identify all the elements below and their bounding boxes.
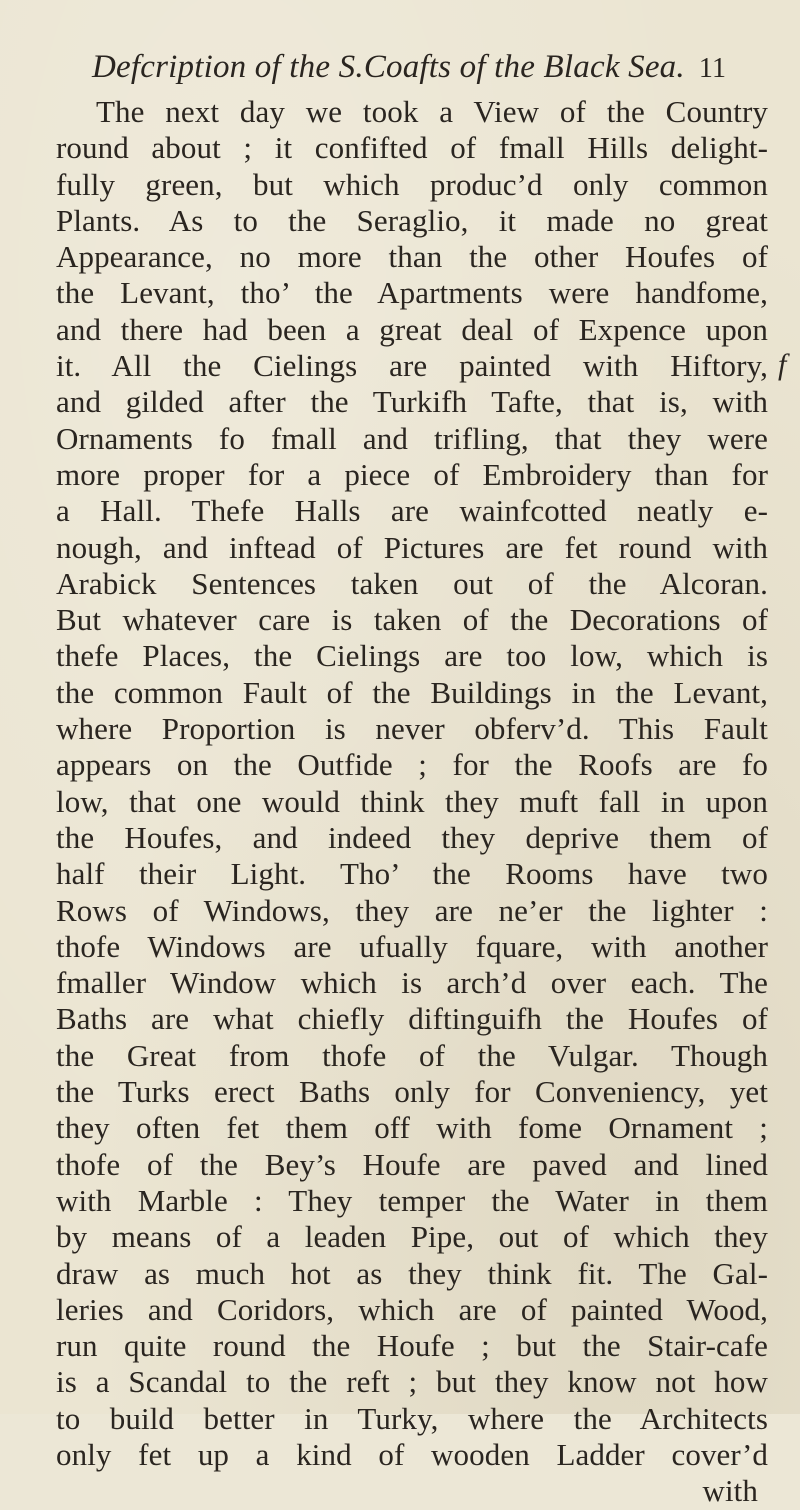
catchword: with [702,1473,758,1509]
text-line: more proper for a piece of Embroidery than for [56,456,768,492]
text-line: half their Light. Tho’ the Rooms have two [56,856,768,892]
text-line: the Houfes, and indeed they deprive them of [56,819,768,855]
text-line: is a Scandal to the reft ; but they know not how [56,1364,768,1400]
text-line: and there had been a great deal of Expence upon [56,311,768,347]
text-line: Baths are what chiefly diftinguifh the Houfes of [56,1001,768,1037]
text-line: Arabick Sentences taken out of the Alcoran. [56,565,768,601]
running-header [92,44,772,90]
text-line: leries and Coridors, which are of painted Wood, [56,1291,768,1327]
text-line: thofe Windows are ufually fquare, with another [56,928,768,964]
body-text [56,94,768,1510]
page-number: 11 [698,53,727,84]
text-line: and gilded after the Turkifh Tafte, that is, with [56,384,768,420]
text-line: nough, and inftead of Pictures are fet round with [56,529,768,565]
text-line: a Hall. Thefe Halls are wainfcotted neatly e- [56,493,768,529]
text-line: thefe Places, the Cielings are too low, which is [56,638,768,674]
text-line: with Marble : They temper the Water in them [56,1182,768,1218]
text-line: they often fet them off with fome Ornament ; [56,1110,768,1146]
text-line: low, that one would think they muft fall in upon [56,783,768,819]
text-line: Rows of Windows, they are ne’er the lighter : [56,892,768,928]
text-line: only fet up a kind of wooden Ladder cover’d [56,1436,768,1472]
text-line: it. All the Cielings are painted with Hiftory, [56,348,768,384]
text-line: Plants. As to the Seraglio, it made no great [56,202,768,238]
running-title: Defcription of the S.Coafts of the Black Sea. [92,49,685,85]
text-line: where Proportion is never obferv’d. This Fault [56,711,768,747]
text-line: Appearance, no more than the other Houfes of [56,239,768,275]
text-line: to build better in Turky, where the Architects [56,1400,768,1436]
text-line: round about ; it confifted of fmall Hills delight- [56,130,768,166]
text-line: appears on the Outfide ; for the Roofs are fo [56,747,768,783]
text-line: the common Fault of the Buildings in the Levant, [56,674,768,710]
text-line: by means of a leaden Pipe, out of which they [56,1219,768,1255]
text-line: The next day we took a View of the Country [96,94,768,129]
text-line: fully green, but which produc’d only common [56,166,768,202]
text-line: Ornaments fo fmall and trifling, that they were [56,420,768,456]
text-line: the Turks erect Baths only for Conveniency, yet [56,1074,768,1110]
text-line: But whatever care is taken of the Decorations of [56,602,768,638]
text-line: the Great from thofe of the Vulgar. Though [56,1037,768,1073]
margin-mark: f [778,348,787,381]
text-line: thofe of the Bey’s Houfe are paved and lined [56,1146,768,1182]
text-line: fmaller Window which is arch’d over each. The [56,965,768,1001]
text-line: run quite round the Houfe ; but the Stair-cafe [56,1328,768,1364]
text-line: draw as much hot as they think fit. The Gal- [56,1255,768,1291]
text-line: the Levant, tho’ the Apartments were handfome, [56,275,768,311]
